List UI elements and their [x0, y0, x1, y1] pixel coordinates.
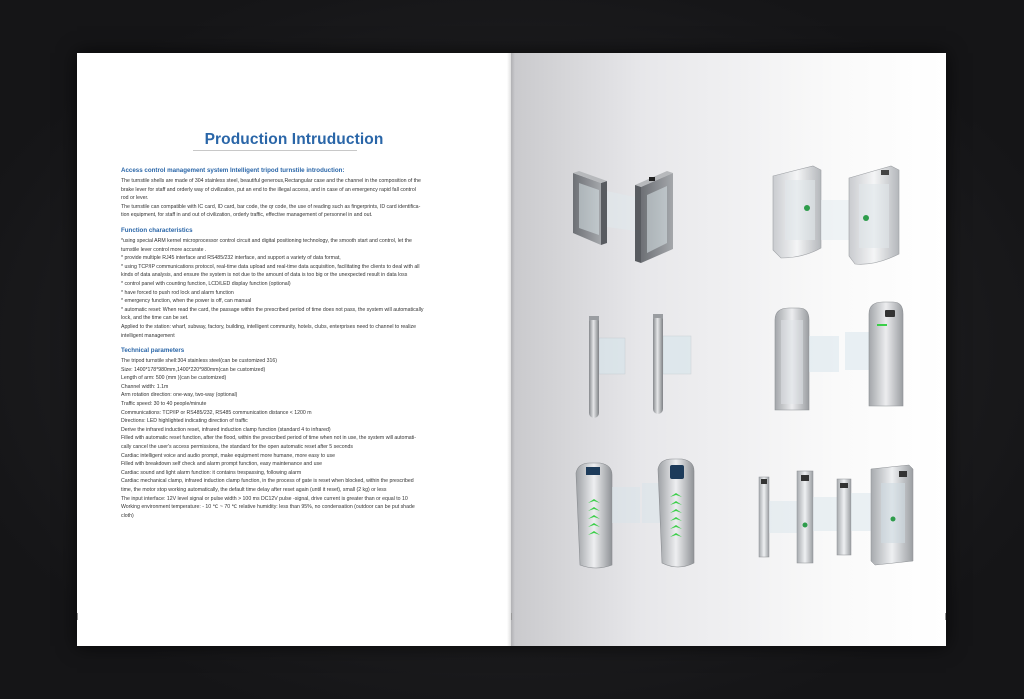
text-line: kinds of data analysis, and ensure the system is not due to the amount of data is too big or the unexpected result in data loss [121, 272, 408, 279]
brochure-spread [77, 53, 946, 646]
turnstile-illustration [751, 298, 921, 418]
text-line: Cardiac mechanical clamp, infrared induction clamp function, in the process of gate is reset when blocked, within the prescribed [121, 478, 414, 485]
section-technical [121, 347, 477, 520]
turnstile-illustration [561, 308, 711, 423]
section-functions [121, 227, 477, 340]
text-line: tion equipment, for staff in and out of civilization, orderly traffic, effective management of personnel in and out. [121, 212, 373, 219]
text-line: brake lever for staff and orderly way of civilization, put an end to the illegal access, and in case of an emergency rapid fall control [121, 186, 416, 193]
turnstile-illustration [751, 461, 926, 571]
page-title: Production Intruduction [204, 131, 384, 148]
turnstile-illustration [566, 453, 716, 578]
page-gutter [507, 53, 515, 646]
text-line: turnstile lever control more accurate . [121, 246, 207, 253]
text-line: Directions: LED highlighted indicating direction of traffic [121, 418, 248, 425]
text-line: * provide multiple RJ45 interface and RS485/232 interface, and support a variety of data format, [121, 255, 341, 262]
text-line: intelligent management [121, 332, 175, 339]
section-heading: Function characteristics [121, 226, 193, 234]
text-content [121, 167, 477, 520]
text-line: Working environment temperature: - 10 ℃ ~ 70 ℃ relative humidity: less than 95%, no condensation (outdoor can be put shade [121, 504, 415, 511]
crop-mark [945, 613, 946, 620]
text-line: Cardiac intelligent voice and audio prompt, make equipment more humane, more easy to use [121, 452, 335, 459]
left-page [77, 53, 511, 646]
text-line: *using special ARM kernel microprocessor control circuit and digital positioning technology, the smooth start and control, let the [121, 237, 412, 244]
text-line: * emergency function, when the power is off, can manual [121, 298, 252, 305]
text-line: cloth) [121, 512, 134, 519]
text-line: Cardiac sound and light alarm function: it contains trespassing, following alarm [121, 469, 302, 476]
text-line: * automatic reset: When read the card, the passage within the prescribed period of time does not pass, the system will automatically [121, 306, 424, 313]
turnstile-illustration [763, 158, 913, 273]
text-line: Traffic speed: 30 to 40 people/minute [121, 401, 207, 408]
text-line: * control panel with counting function, LCD/LED display function (optional) [121, 280, 291, 287]
text-line: Communications: TCP/IP or RS485/232, RS485 communication distance < 1200 m [121, 409, 312, 416]
text-line: Arm rotation direction: one-way, two-way (optional) [121, 392, 238, 399]
text-line: The tripod turnstile shell:304 stainless steel(can be customized 316) [121, 358, 277, 365]
section-heading: Technical parameters [121, 347, 185, 355]
text-line: The turnstile shells are made of 304 stainless steel, beautiful generous,Rectangular case and the channel in the composition of the [121, 178, 421, 184]
text-line: Channel width: 1.1m [121, 383, 169, 390]
section-heading: Access control management system Intelligent tripod turnstile introduction: [121, 167, 345, 174]
product-image-multi-lane-speed-gate [751, 461, 926, 571]
text-line: Filled with automatic reset function, after the flood, within the prescribed period of time when not in use, the system will automati- [121, 435, 416, 442]
text-line: time, the motor stop working automatically, the default time delay after reset again (until it reset), small (2 kg) or less [121, 487, 387, 493]
right-page [511, 53, 946, 646]
text-line: lock, and the time can be set. [121, 315, 189, 322]
section-intro [121, 167, 477, 220]
text-line: Filled with breakdown self check and alarm prompt function, easy maintenance and use [121, 461, 322, 468]
product-image-curved-steel-swing-gate [763, 158, 913, 273]
product-image-rounded-speed-gate [751, 298, 921, 418]
text-line: * using TCP/IP communications protocol, real-time data upload and real-time data acquisition, facilitating the clients to deal with all [121, 263, 420, 270]
text-line: Length of arm: 500 (mm )(can be customized) [121, 375, 227, 382]
product-image-dark-steel-swing-gate [563, 153, 703, 273]
text-line: * have forced to push rod lock and alarm function [121, 289, 234, 296]
title-underline [193, 150, 357, 151]
product-image-pillar-glass-swing-gate [561, 308, 711, 423]
text-line: The input interface: 12V level signal or pulse width > 100 ms DC12V pulse -signal, drive current is greater than or equal to 10 [121, 495, 408, 502]
text-line: rod or lever. [121, 195, 149, 202]
text-line: The turnstile can compatible with IC card, ID card, bar code, the qr code, the use of reading such as fingerprints, ID card identifica- [121, 203, 421, 210]
product-image-led-arrow-speed-gate [566, 453, 716, 578]
text-line: Size: 1400*178*980mm,1400*220*980mm(can be customized) [121, 366, 266, 373]
crop-mark [511, 613, 512, 620]
text-line: Applied to the station: wharf, subway, factory, building, intelligent community, hotels, clubs, enterprises need to channel to realize [121, 323, 416, 330]
text-line: cally cancel the user's access permissions, the standard for the open automatic reset after 5 seconds [121, 444, 353, 451]
text-line: Derive the infrared induction reset, infrared induction clamp function (standard 4 to infrared) [121, 426, 331, 433]
turnstile-illustration [563, 153, 703, 273]
crop-mark [77, 613, 78, 620]
